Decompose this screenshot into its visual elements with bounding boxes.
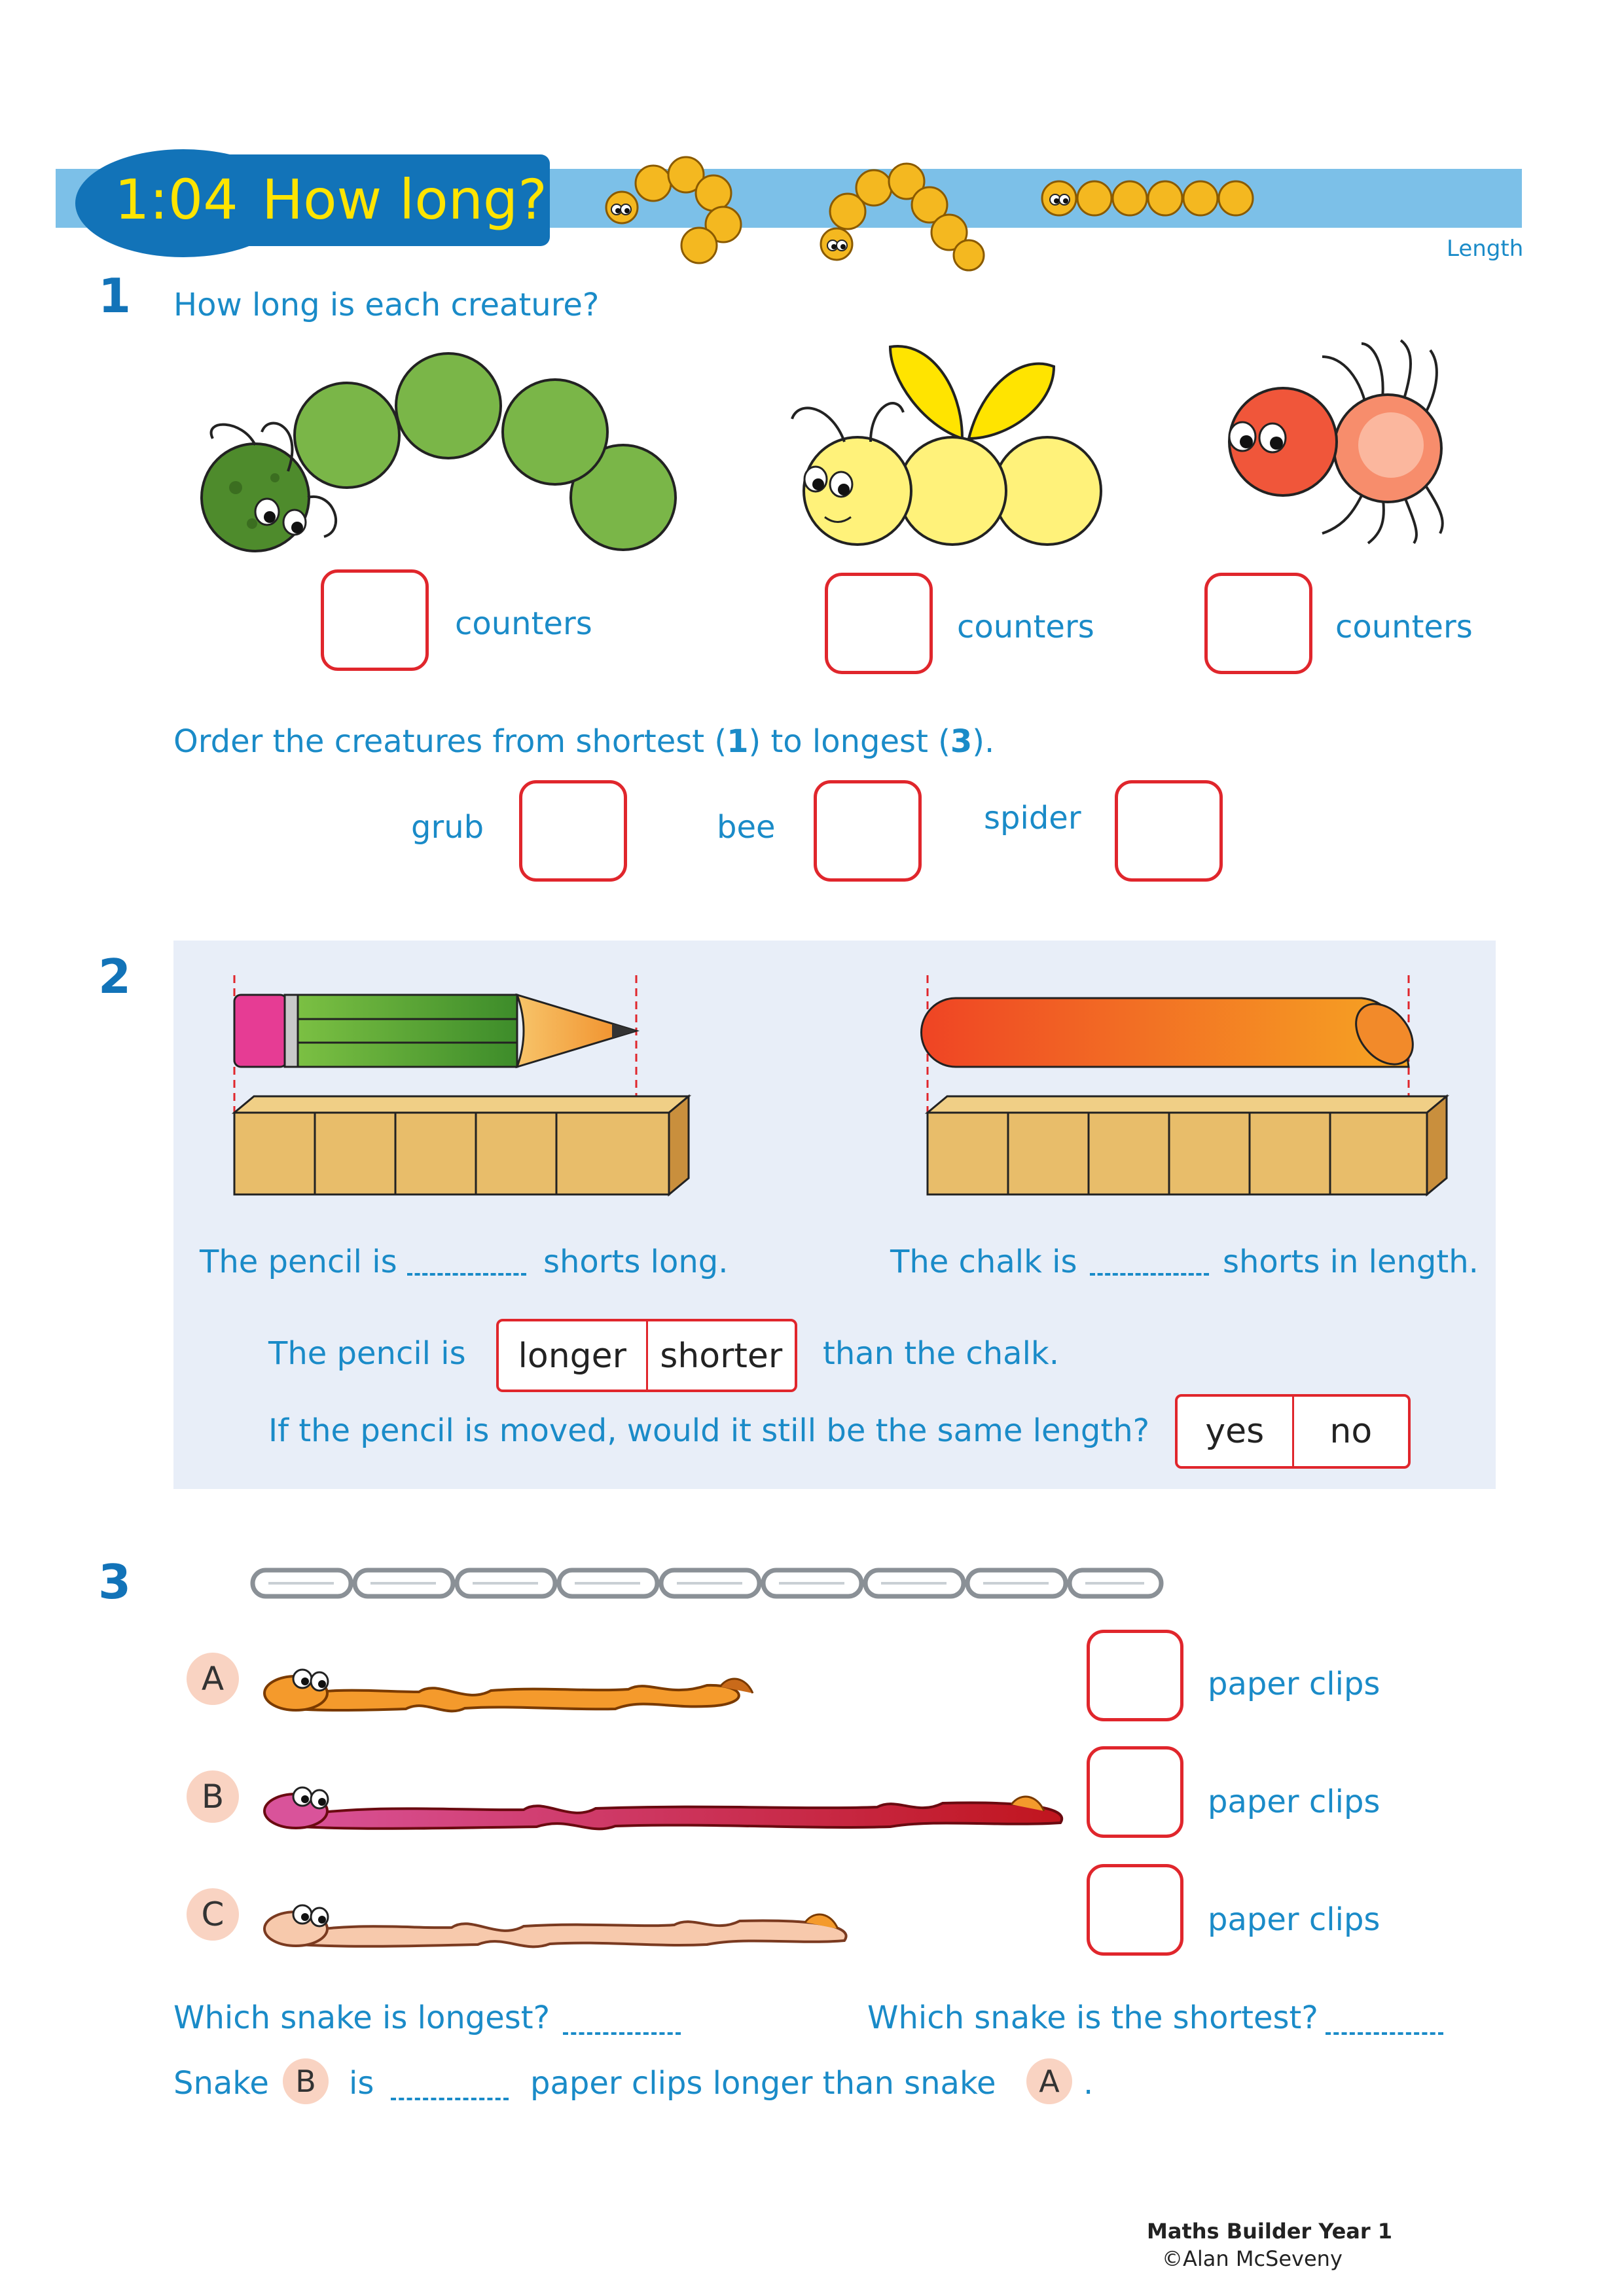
page-title: How long? — [262, 168, 547, 232]
question-1-number: 1 — [98, 268, 132, 323]
grub-counters-unit: counters — [455, 605, 592, 642]
header-oval — [75, 149, 550, 257]
snake-c-illustration — [249, 1882, 864, 1954]
bee-counters-answer[interactable] — [825, 573, 933, 674]
order-prompt-part-2: ) to longest ( — [748, 723, 950, 760]
pencil-measure-illustration — [223, 969, 694, 1198]
bee-counters-unit: counters — [957, 609, 1094, 645]
snake-a-label: A — [187, 1653, 239, 1705]
order-prompt-part-1: Order the creatures from shortest ( — [173, 723, 727, 760]
snake-compare-end: paper clips longer than snake — [530, 2065, 996, 2102]
longest-answer-blank[interactable] — [563, 2032, 681, 2035]
order-prompt-part-3: ). — [972, 723, 995, 760]
lesson-number: 1:04 — [115, 168, 238, 232]
chalk-sentence-start: The chalk is — [890, 1244, 1077, 1280]
spider-counters-answer[interactable] — [1204, 573, 1312, 674]
pencil-length-blank[interactable] — [407, 1273, 526, 1276]
snake-b-illustration — [249, 1764, 1074, 1836]
longer-shorter-choice — [496, 1319, 797, 1392]
topic-label: Length — [1447, 236, 1524, 262]
snake-compare-first: B — [283, 2058, 329, 2104]
chalk-measure-illustration — [916, 969, 1466, 1198]
snake-compare-is: is — [349, 2065, 374, 2102]
order-prompt-one: 1 — [727, 723, 749, 760]
snake-b-clips-unit: paper clips — [1208, 1784, 1380, 1820]
snake-compare-start: Snake — [173, 2065, 269, 2102]
chalk-length-blank[interactable] — [1090, 1273, 1209, 1276]
snake-difference-blank[interactable] — [391, 2098, 509, 2100]
question-2-number: 2 — [98, 949, 132, 1004]
snake-c-label: C — [187, 1888, 239, 1941]
bee-illustration — [772, 334, 1139, 556]
snake-c-clips-unit: paper clips — [1208, 1901, 1380, 1938]
compare-sentence-end: than the chalk. — [823, 1335, 1059, 1372]
longest-question: Which snake is longest? — [173, 2000, 550, 2036]
order-grub-answer[interactable] — [519, 780, 627, 882]
pencil-sentence-start: The pencil is — [200, 1244, 397, 1280]
yes-no-choice — [1175, 1394, 1411, 1469]
order-spider-answer[interactable] — [1115, 780, 1223, 882]
spider-counters-unit: counters — [1335, 609, 1473, 645]
pencil-sentence-end: shorts long. — [543, 1244, 729, 1280]
shortest-question: Which snake is the shortest? — [867, 2000, 1318, 2036]
order-label-bee: bee — [717, 809, 776, 846]
snake-a-clips-unit: paper clips — [1208, 1666, 1380, 1702]
question-1-prompt: How long is each creature? — [173, 287, 600, 323]
choice-yes[interactable]: yes — [1205, 1412, 1265, 1451]
spider-illustration — [1204, 331, 1453, 547]
order-bee-answer[interactable] — [814, 780, 922, 882]
snake-compare-dot: . — [1083, 2065, 1094, 2102]
choice-no[interactable]: no — [1292, 1397, 1409, 1466]
choice-shorter[interactable]: shorter — [646, 1321, 795, 1390]
question-3-number: 3 — [98, 1554, 132, 1609]
order-label-grub: grub — [411, 809, 484, 846]
footer-author: ©Alan McSeveny — [1162, 2246, 1343, 2271]
paper-clip-chain-illustration — [249, 1561, 1165, 1607]
snake-a-illustration — [249, 1646, 759, 1718]
order-label-spider: spider — [984, 800, 1081, 836]
header-caterpillars-illustration — [589, 147, 1276, 272]
snake-compare-second: A — [1026, 2058, 1072, 2104]
choice-longer[interactable]: longer — [518, 1336, 627, 1376]
snake-b-label: B — [187, 1770, 239, 1823]
snake-b-clips-answer[interactable] — [1087, 1746, 1183, 1838]
chalk-sentence-end: shorts in length. — [1223, 1244, 1479, 1280]
footer-book: Maths Builder Year 1 — [1147, 2219, 1393, 2244]
compare-sentence-start: The pencil is — [268, 1335, 466, 1372]
order-prompt-three: 3 — [950, 723, 973, 760]
grub-illustration — [190, 340, 694, 563]
snake-c-clips-answer[interactable] — [1087, 1864, 1183, 1956]
snake-a-clips-answer[interactable] — [1087, 1630, 1183, 1721]
grub-counters-answer[interactable] — [321, 569, 429, 671]
order-prompt — [173, 723, 994, 760]
shortest-answer-blank[interactable] — [1326, 2032, 1443, 2035]
moved-question: If the pencil is moved, would it still be the same length? — [268, 1412, 1150, 1449]
